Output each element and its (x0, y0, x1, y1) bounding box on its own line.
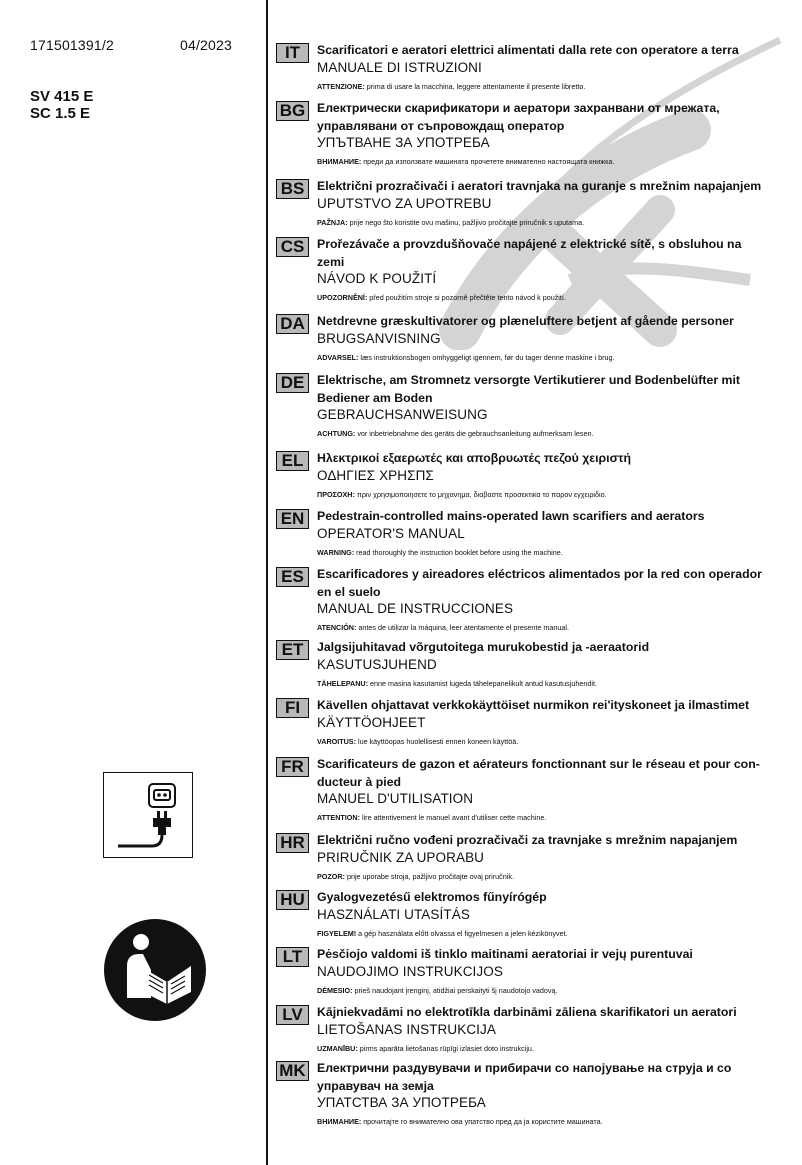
warning-note (317, 1044, 772, 1054)
product-title: Scarificateurs de gazon et aérateurs fonctionnant sur le réseau et pour con-ducteur à pied (317, 757, 760, 789)
language-section-body (317, 42, 772, 92)
language-section-body (317, 889, 772, 939)
warning-label: WARNING: (317, 547, 355, 557)
language-section-body (317, 832, 772, 882)
language-code-badge: MK (276, 1061, 309, 1081)
language-code-badge: BG (276, 101, 309, 121)
warning-label: ATENCIÓN: (317, 623, 357, 632)
warning-text: prieš naudojant įrenginį, atidžiai perskaityti šį naudotojo vadovą. (352, 985, 558, 995)
product-title: Електрически скарификатори и аератори захранвани от мрежата, управлявани от съпровождащ оператор (317, 101, 720, 133)
product-title: Kājniekvadāmi no elektrotīkla darbināmi zāliena skarifikatori un aeratori (317, 1005, 737, 1019)
warning-text: antes de utilizar la máquina, leer atentamente el presente manual. (356, 623, 569, 632)
warning-note (317, 986, 772, 996)
language-code-badge: FI (276, 698, 309, 718)
warning-note (317, 872, 772, 882)
warning-text: prima di usare la macchina, leggere attentamente il presente libretto. (364, 81, 586, 91)
manual-type: NÁVOD K POUŽITÍ (317, 271, 437, 286)
language-code-badge: IT (276, 43, 309, 63)
manual-type: KASUTUSJUHEND (317, 656, 437, 672)
warning-label: VAROITUS: (317, 736, 356, 746)
language-code-badge: LV (276, 1005, 309, 1025)
language-code-badge: EL (276, 451, 309, 471)
warning-text: lue käyttöopas huolellisesti ennen koneen käyttöä. (356, 736, 519, 746)
language-code-badge: BS (276, 179, 309, 199)
warning-note (317, 548, 772, 558)
product-title: Električni ručno vođeni prozračivači za travnjake s mrežnim napajanjem (317, 833, 738, 847)
manual-type: УПЪТВАНЕ ЗА УПОТРЕБА (317, 135, 490, 150)
language-code-badge: ES (276, 567, 309, 587)
warning-label: UPOZORNĚNÍ: (317, 293, 368, 302)
warning-label: ACHTUNG: (317, 429, 356, 438)
warning-note (317, 1117, 772, 1127)
product-title: Elektrische, am Stromnetz versorgte Vertikutierer und Bodenbelüfter mit Bediener am Boden (317, 373, 740, 405)
manual-type: HASZNÁLATI UTASÍTÁS (317, 906, 470, 922)
manual-type: LIETOŠANAS INSTRUKCIJA (317, 1021, 496, 1037)
product-title: Scarificatori e aeratori elettrici alimentati dalla rete con operatore a terra (317, 43, 739, 57)
language-section-body (317, 313, 772, 363)
document-date: 04/2023 (180, 37, 233, 53)
language-section-body (317, 756, 772, 823)
warning-text: prije nego što koristite ovu mašinu, pažljivo pročitajte priručnik s uputama. (347, 217, 585, 227)
manual-type: MANUAL DE INSTRUCCIONES (317, 601, 514, 616)
warning-note (317, 737, 772, 747)
warning-note (317, 218, 772, 228)
warning-note (317, 293, 772, 303)
warning-label: TÄHELEPANU: (317, 678, 368, 688)
warning-text: læs instruktionsbogen omhyggeligt igennem, før du tager denne maskine i brug. (358, 352, 615, 362)
warning-label: UZMANĪBU: (317, 1043, 358, 1053)
read-manual-icon (103, 918, 207, 1022)
language-section-body (317, 1060, 772, 1127)
warning-text: před použitím stroje si pozorně přečtěte tento návod k použití. (367, 293, 566, 302)
language-code-badge: ET (276, 640, 309, 660)
plug-socket-icon (103, 772, 193, 858)
warning-note (317, 929, 772, 939)
document-code: 171501391/2 (30, 37, 114, 53)
language-section-body (317, 946, 772, 996)
warning-text: преди да използвате машината прочетете внимателно настоящата книжка. (361, 157, 615, 166)
language-code-badge: DE (276, 373, 309, 393)
product-title: Escarificadores y aireadores eléctricos alimentados por la red con operador en el suelo (317, 567, 762, 599)
product-title: Prořezávače a provzdušňovače napájené z elektrické sítě, s obsluhou na zemi (317, 237, 742, 269)
language-section-body (317, 236, 772, 303)
product-title: Gyalogvezetésű elektromos fűnyírógép (317, 890, 547, 904)
warning-label: ВНИМАНИЕ: (317, 1117, 362, 1126)
warning-label: DĖMESIO: (317, 985, 353, 995)
warning-label: ΠΡΟΣΟΧΗ: (317, 489, 355, 499)
model-name: SV 415 E (30, 88, 94, 105)
product-title: Jalgsijuhitavad võrgutoitega murukobestid ja -aeraatorid (317, 640, 650, 654)
language-section-body (317, 1004, 772, 1054)
product-title: Netdrevne græskultivatorer og plæneluftere betjent af gående personer (317, 314, 734, 328)
manual-type: GEBRAUCHSANWEISUNG (317, 407, 488, 422)
left-column (0, 0, 266, 1165)
warning-note (317, 353, 772, 363)
language-section-body (317, 450, 772, 500)
warning-label: ADVARSEL: (317, 352, 359, 362)
manual-type: KÄYTTÖOHJEET (317, 714, 426, 730)
warning-label: PAŽNJA: (317, 217, 348, 227)
warning-text: πριν χρησιμοποιησετε το μηχανημα, διαβαστε προσεκτικα το παρον εγχειριδιο. (354, 489, 607, 499)
warning-text: enne masina kasutamist lugeda tähelepanelikult antud kasutusjuhendit. (367, 678, 597, 688)
warning-text: прочитајте го внимателно ова упатство пред да ја користите машината. (361, 1117, 603, 1126)
warning-label: ВНИМАНИЕ: (317, 157, 362, 166)
manual-type: OPERATOR'S MANUAL (317, 525, 465, 541)
warning-label: FIGYELEM! (317, 928, 357, 938)
product-title: Električni prozračivači i aeratori travnjaka na guranje s mrežnim napajanjem (317, 179, 762, 193)
warning-label: ATTENZIONE: (317, 81, 365, 91)
warning-label: POZOR: (317, 871, 345, 881)
language-code-badge: FR (276, 757, 309, 777)
product-title: Ηλεκτρικοί εξαερωτές και αποβρυωτές πεζού χειριστή (317, 451, 631, 465)
language-section-body (317, 508, 772, 558)
manual-type: PRIRUČNIK ZA UPORABU (317, 849, 485, 865)
warning-note (317, 429, 772, 439)
manual-type: NAUDOJIMO INSTRUKCIJOS (317, 963, 503, 979)
language-code-badge: HR (276, 833, 309, 853)
warning-note (317, 813, 772, 823)
language-code-badge: DA (276, 314, 309, 334)
language-code-badge: EN (276, 509, 309, 529)
warning-text: lire attentivement le manuel avant d'utiliser cette machine. (359, 813, 547, 822)
warning-note (317, 157, 772, 167)
warning-text: pirms aparāta lietošanas rūpīgi izlasiet doto instrukciju. (357, 1043, 534, 1053)
warning-note (317, 623, 772, 633)
warning-label: ATTENTION: (317, 813, 360, 822)
language-section-body (317, 639, 772, 689)
warning-note (317, 679, 772, 689)
manual-type: ΟΔΗΓΙΕΣ ΧΡΗΣΠΣ (317, 467, 434, 483)
language-section-body (317, 566, 772, 633)
language-code-badge: CS (276, 237, 309, 257)
warning-note (317, 490, 772, 500)
product-title: Pėsčiojo valdomi iš tinklo maitinami aeratoriai ir vejų purentuvai (317, 947, 693, 961)
warning-text: prije uporabe stroja, pažljivo pročitajte ovaj priručnik. (344, 871, 514, 881)
product-title: Pedestrain-controlled mains-operated lawn scarifiers and aerators (317, 509, 705, 523)
product-title: Kävellen ohjattavat verkkokäyttöiset nurmikon rei'ityskoneet ja ilmastimet (317, 698, 750, 712)
model-name: SC 1.5 E (30, 105, 91, 122)
product-title: Електрични раздувувачи и прибирачи со напојување на струја и со управувач на земја (317, 1061, 732, 1093)
language-code-badge: HU (276, 890, 309, 910)
warning-text: vor inbetriebnahme des geräts die gebrauchsanleitung aufmerksam lesen. (355, 429, 594, 438)
manual-type: BRUGSANVISNING (317, 330, 441, 346)
manual-type: MANUALE DI ISTRUZIONI (317, 59, 482, 75)
manual-type: УПАТСТВА ЗА УПОТРЕБА (317, 1095, 486, 1110)
language-section-body (317, 372, 772, 439)
language-section-body (317, 697, 772, 747)
language-section-body (317, 100, 772, 167)
manual-type: UPUTSTVO ZA UPOTREBU (317, 195, 492, 211)
column-divider (266, 0, 268, 1165)
warning-text: read thoroughly the instruction booklet before using the machine. (354, 547, 563, 557)
manual-type: MANUEL D'UTILISATION (317, 791, 474, 806)
warning-note (317, 82, 772, 92)
warning-text: a gép használata előtt olvassa el figyelmesen a jelen kézikönyvet. (356, 928, 568, 938)
language-code-badge: LT (276, 947, 309, 967)
language-section-body (317, 178, 772, 228)
